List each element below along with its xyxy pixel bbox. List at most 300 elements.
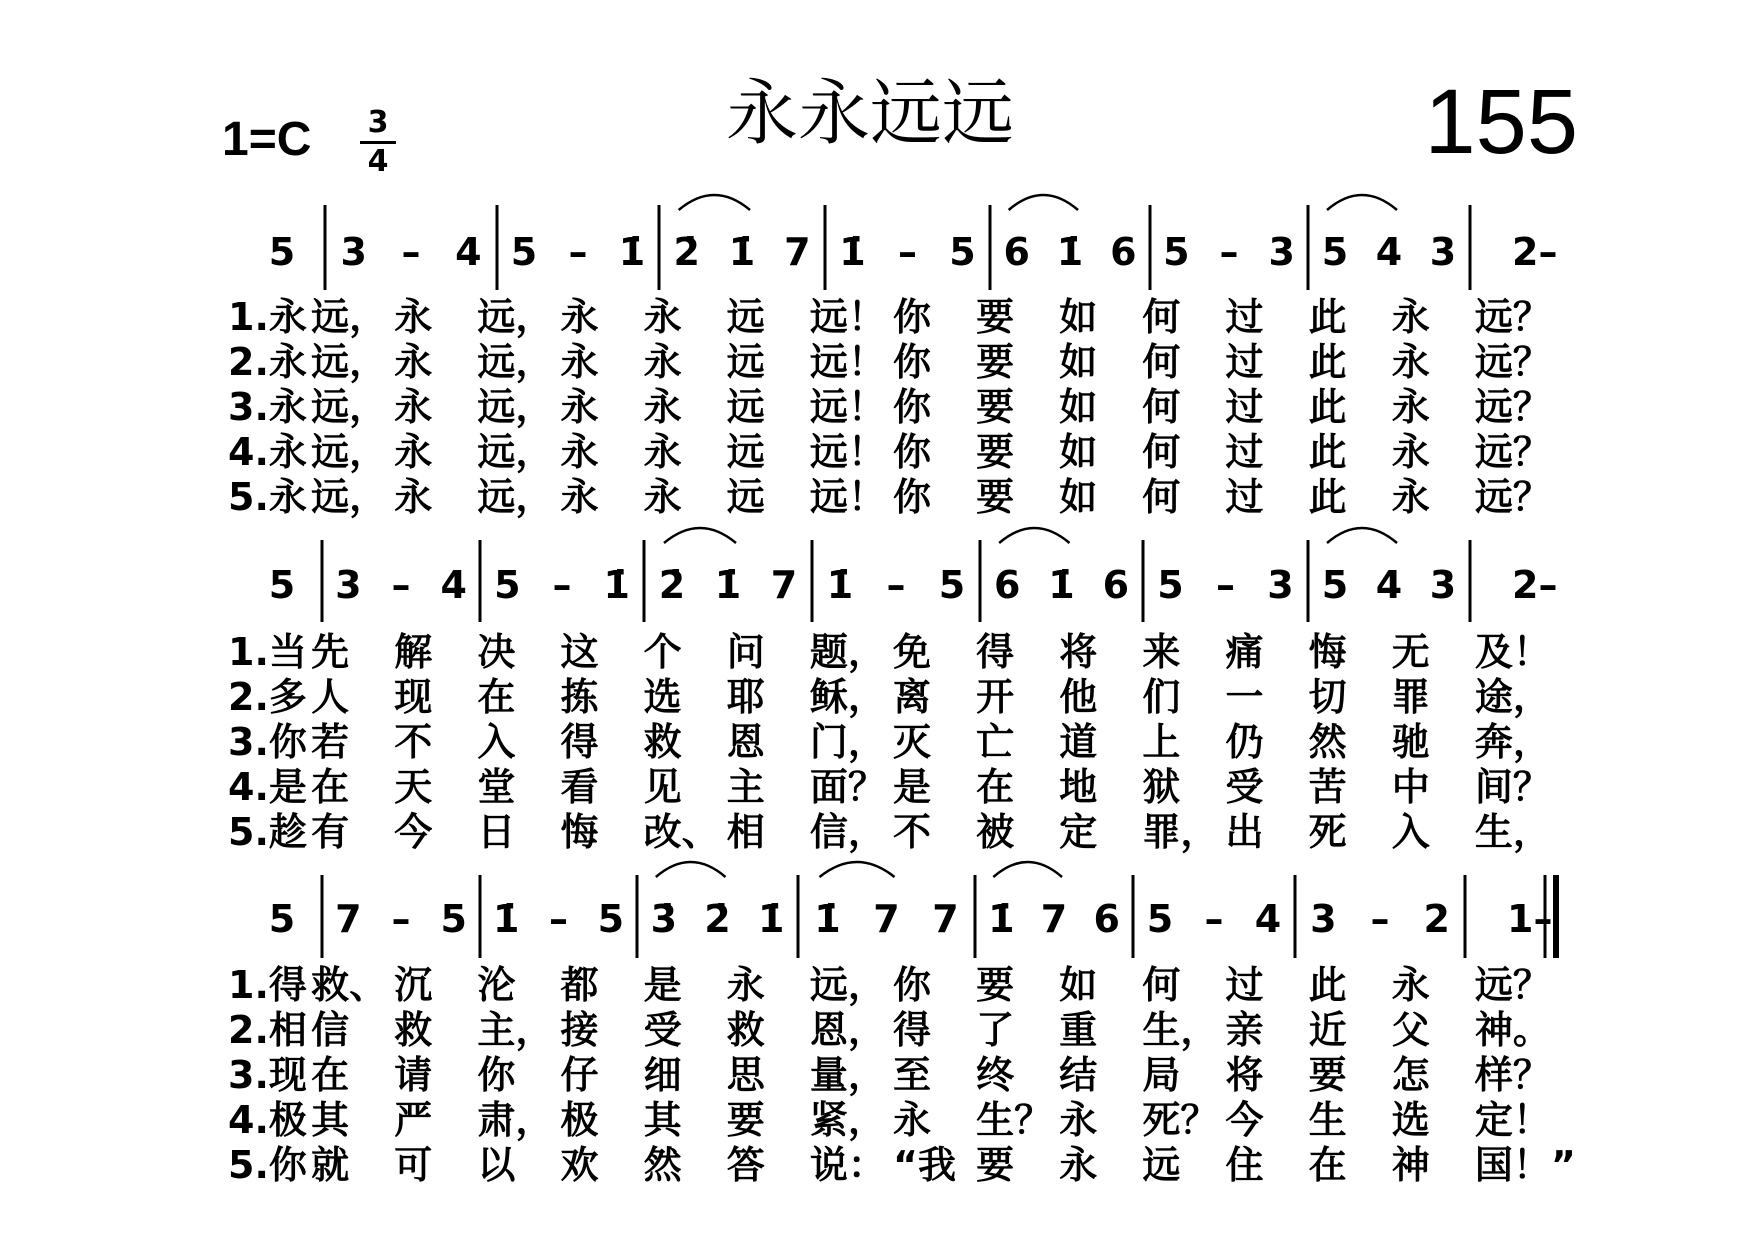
lyric-syllable: 4.永 bbox=[228, 430, 307, 474]
lyric-syllable: 你 bbox=[893, 295, 932, 339]
lyric-syllable: 远 bbox=[1142, 1143, 1181, 1187]
lyric-syllable: 远？ bbox=[1474, 385, 1551, 429]
lyric-syllable: 亡 bbox=[976, 720, 1015, 764]
lyric-syllable: 们 bbox=[1142, 675, 1181, 719]
lyric-syllable: 苦 bbox=[1308, 765, 1347, 809]
note-pickup: 5 bbox=[268, 563, 296, 607]
lyric-syllable: 过 bbox=[1225, 963, 1264, 1007]
lyric-syllable: 终 bbox=[976, 1053, 1015, 1097]
lyric-syllable: 答 bbox=[726, 1143, 765, 1187]
lyric-syllable: 此 bbox=[1308, 340, 1347, 384]
slur bbox=[820, 862, 895, 877]
lyric-syllable: 定！ bbox=[1474, 1098, 1551, 1142]
lyric-syllable: 离 bbox=[893, 675, 932, 719]
lyric-syllable: 至 bbox=[893, 1053, 932, 1097]
lyric-syllable: 永 bbox=[643, 295, 682, 339]
lyric-syllable: 不 bbox=[394, 720, 433, 764]
lyric-syllable: 间？ bbox=[1474, 765, 1551, 809]
lyric-syllable: 2.多 bbox=[228, 675, 307, 719]
lyric-syllable: 将 bbox=[1225, 1053, 1264, 1097]
lyric-syllable: 问 bbox=[726, 630, 765, 674]
lyric-syllable: 国！” bbox=[1474, 1143, 1576, 1187]
lyric-syllable: 过 bbox=[1225, 475, 1264, 519]
note: – bbox=[886, 563, 906, 607]
lyric-syllable: 日 bbox=[477, 810, 516, 854]
lyric-syllable: 远 bbox=[726, 385, 765, 429]
lyric-syllable: 受 bbox=[1225, 765, 1264, 809]
lyric-syllable: 悔 bbox=[560, 810, 599, 854]
lyric-syllable: 是 bbox=[893, 765, 932, 809]
lyric-syllable: 永 bbox=[643, 340, 682, 384]
lyric-syllable: 稣， bbox=[809, 675, 886, 719]
lyric-syllable: 了 bbox=[976, 1008, 1015, 1052]
note: 1̇ bbox=[988, 897, 1015, 941]
lyric-syllable: 永 bbox=[560, 475, 599, 519]
note: 6 bbox=[1093, 897, 1120, 941]
lyric-syllable: 以 bbox=[477, 1143, 516, 1187]
lyric-syllable: 上 bbox=[1142, 720, 1181, 764]
lyric-syllable: 在 bbox=[311, 1053, 350, 1097]
hymn-title: 永永远远 bbox=[725, 71, 1014, 155]
lyric-syllable: 永 bbox=[1059, 1143, 1098, 1187]
lyric-syllable: 在 bbox=[1308, 1143, 1347, 1187]
lyric-syllable: 这 bbox=[560, 630, 599, 674]
note: 4 bbox=[1254, 897, 1282, 941]
note: 1̇ bbox=[714, 563, 742, 607]
lyric-syllable: 然 bbox=[1308, 720, 1347, 764]
lyric-syllable: 中 bbox=[1391, 765, 1430, 809]
note: – bbox=[1204, 897, 1224, 941]
lyric-syllable: 免 bbox=[893, 630, 932, 674]
lyric-syllable: 永 bbox=[560, 385, 599, 429]
lyric-syllable: 题， bbox=[809, 630, 886, 674]
lyric-syllable: 远， bbox=[477, 340, 554, 384]
slur bbox=[656, 862, 726, 877]
lyric-syllable: 何 bbox=[1142, 340, 1181, 384]
note: – bbox=[552, 563, 572, 607]
lyric-syllable: 要 bbox=[976, 385, 1015, 429]
lyric-syllable: 入 bbox=[477, 720, 516, 764]
lyric-syllable: 都 bbox=[560, 963, 599, 1007]
lyric-syllable: 天 bbox=[394, 765, 433, 809]
lyric-syllable: 你 bbox=[893, 475, 932, 519]
lyric-syllable: 细 bbox=[643, 1053, 682, 1097]
lyric-syllable: 永 bbox=[394, 475, 433, 519]
lyric-syllable: 过 bbox=[1225, 340, 1264, 384]
hymn-number: 155 bbox=[1424, 71, 1578, 173]
note: 3 bbox=[1268, 230, 1295, 274]
lyric-syllable: 远？ bbox=[1474, 340, 1551, 384]
note: 4 bbox=[1375, 230, 1403, 274]
lyric-syllable: 何 bbox=[1142, 963, 1181, 1007]
slur bbox=[1009, 195, 1078, 210]
note: 7 bbox=[335, 897, 362, 941]
lyric-syllable: 4.极 bbox=[228, 1098, 307, 1142]
lyric-syllable: 5.趁 bbox=[228, 810, 307, 854]
lyric-syllable: “我 bbox=[893, 1143, 956, 1187]
lyric-syllable: 局 bbox=[1142, 1053, 1181, 1097]
note: – bbox=[391, 563, 411, 607]
note: – bbox=[898, 230, 917, 274]
slur bbox=[993, 862, 1062, 877]
note: 3 bbox=[1429, 563, 1457, 607]
lyric-syllable: 远， bbox=[477, 430, 554, 474]
note: 3 bbox=[335, 563, 362, 607]
lyric-syllable: 狱 bbox=[1142, 765, 1181, 809]
lyric-syllable: 决 bbox=[477, 630, 516, 674]
lyric-syllable: 远？ bbox=[1474, 430, 1551, 474]
lyric-syllable: 远 bbox=[726, 340, 765, 384]
lyric-syllable: 永 bbox=[394, 430, 433, 474]
lyric-syllable: 2.相 bbox=[228, 1008, 307, 1052]
lyric-syllable: 沉 bbox=[394, 963, 433, 1007]
lyric-syllable: 门， bbox=[809, 720, 886, 764]
lyric-syllable: 个 bbox=[643, 630, 682, 674]
slur bbox=[1327, 528, 1397, 543]
note: – bbox=[1216, 563, 1235, 607]
lyric-syllable: 远 bbox=[726, 475, 765, 519]
lyric-syllable: 其 bbox=[311, 1098, 350, 1142]
lyric-syllable: 远！ bbox=[809, 295, 886, 339]
lyric-syllable: 永 bbox=[726, 963, 765, 1007]
lyric-syllable: 紧， bbox=[809, 1098, 886, 1142]
lyric-syllable: 永 bbox=[1391, 340, 1430, 384]
lyric-syllable: 远！ bbox=[809, 385, 886, 429]
note: 7 bbox=[784, 230, 811, 274]
lyric-syllable: 何 bbox=[1142, 430, 1181, 474]
lyric-syllable: 何 bbox=[1142, 295, 1181, 339]
lyric-syllable: 此 bbox=[1308, 385, 1347, 429]
lyric-syllable: 远？ bbox=[1474, 295, 1551, 339]
lyric-syllable: 永 bbox=[560, 295, 599, 339]
lyric-syllable: 此 bbox=[1308, 295, 1347, 339]
lyric-syllable: 若 bbox=[311, 720, 350, 764]
lyric-syllable: 仍 bbox=[1225, 720, 1264, 764]
lyric-syllable: 远， bbox=[311, 430, 388, 474]
note: 1̇ bbox=[618, 230, 646, 274]
lyric-syllable: 堂 bbox=[477, 765, 516, 809]
note: 5 bbox=[1163, 230, 1190, 274]
lyric-syllable: 来 bbox=[1142, 630, 1181, 674]
lyric-syllable: 一 bbox=[1225, 675, 1264, 719]
lyric-syllable: 恩， bbox=[809, 1008, 886, 1052]
lyric-syllable: 远？ bbox=[1474, 963, 1551, 1007]
note: 2 bbox=[1423, 897, 1450, 941]
note: 5 bbox=[949, 230, 976, 274]
lyric-syllable: 永 bbox=[1391, 295, 1430, 339]
lyric-syllable: 看 bbox=[560, 765, 599, 809]
lyric-syllable: 远， bbox=[477, 385, 554, 429]
lyric-syllable: 及！ bbox=[1474, 630, 1551, 674]
note: – bbox=[1370, 897, 1390, 941]
note: 1̇ bbox=[603, 563, 630, 607]
lyric-syllable: 你 bbox=[893, 385, 932, 429]
time-signature-bottom: 4 bbox=[367, 144, 389, 179]
lyric-syllable: 选 bbox=[643, 675, 682, 719]
lyric-syllable: 要 bbox=[1308, 1053, 1347, 1097]
lyric-syllable: 被 bbox=[976, 810, 1015, 854]
lyric-syllable: 你 bbox=[893, 963, 932, 1007]
lyric-syllable: 悔 bbox=[1308, 630, 1347, 674]
lyric-syllable: 痛 bbox=[1225, 630, 1264, 674]
lyric-syllable: 要 bbox=[976, 1143, 1015, 1187]
lyric-syllable: 仔 bbox=[560, 1053, 599, 1097]
lyric-syllable: 欢 bbox=[560, 1143, 599, 1187]
lyric-syllable: 永 bbox=[1391, 475, 1430, 519]
lyric-syllable: 生 bbox=[1308, 1098, 1347, 1142]
lyric-syllable: 4.是 bbox=[228, 765, 307, 809]
lyric-syllable: 如 bbox=[1059, 295, 1098, 339]
lyric-syllable: 开 bbox=[976, 675, 1015, 719]
note: 3 bbox=[1310, 897, 1337, 941]
note: 6 bbox=[1003, 230, 1030, 274]
lyric-syllable: 远 bbox=[726, 295, 765, 339]
slur bbox=[999, 528, 1069, 543]
note: 1̇ bbox=[826, 563, 854, 607]
lyric-syllable: 永 bbox=[560, 340, 599, 384]
lyric-syllable: 解 bbox=[394, 630, 433, 674]
lyric-syllable: 生， bbox=[1142, 1008, 1219, 1052]
lyric-syllable: 2.永 bbox=[228, 340, 307, 384]
note: 5 bbox=[510, 230, 538, 274]
note: 1̇ bbox=[757, 897, 785, 941]
note: 1̇ bbox=[1048, 563, 1075, 607]
lyric-syllable: 3.你 bbox=[228, 720, 307, 764]
note: 5 bbox=[440, 897, 467, 941]
lyric-syllable: 见 bbox=[643, 765, 682, 809]
lyric-syllable: 得 bbox=[560, 720, 599, 764]
lyric-syllable: 父 bbox=[1391, 1008, 1430, 1052]
note: 7 bbox=[770, 563, 798, 607]
note: 6 bbox=[1102, 563, 1130, 607]
lyric-syllable: 远， bbox=[477, 475, 554, 519]
note-pickup: 5 bbox=[268, 897, 296, 941]
lyric-syllable: 如 bbox=[1059, 430, 1098, 474]
lyric-syllable: 如 bbox=[1059, 340, 1098, 384]
lyric-syllable: 结 bbox=[1059, 1053, 1098, 1097]
lyric-syllable: 永 bbox=[1391, 430, 1430, 474]
note: – bbox=[401, 230, 421, 274]
lyric-syllable: 今 bbox=[394, 810, 433, 854]
time-signature-top: 3 bbox=[367, 105, 389, 140]
lyric-syllable: 救 bbox=[726, 1008, 765, 1052]
note: 2̇ bbox=[658, 563, 686, 607]
lyric-syllable: 道 bbox=[1059, 720, 1098, 764]
note: – bbox=[568, 230, 588, 274]
lyric-syllable: 切 bbox=[1308, 675, 1347, 719]
lyric-syllable: 何 bbox=[1142, 475, 1181, 519]
lyric-syllable: 不 bbox=[893, 810, 932, 854]
lyric-syllable: 要 bbox=[726, 1098, 765, 1142]
lyric-syllable: 请 bbox=[394, 1053, 433, 1097]
lyric-syllable: 在 bbox=[976, 765, 1015, 809]
lyric-syllable: 地 bbox=[1059, 765, 1098, 809]
lyric-syllable: 远， bbox=[311, 475, 388, 519]
lyric-syllable: 现 bbox=[394, 675, 433, 719]
lyric-syllable: 如 bbox=[1059, 963, 1098, 1007]
lyric-syllable: 神。 bbox=[1474, 1008, 1551, 1052]
note: 1̇ bbox=[814, 897, 841, 941]
lyric-syllable: 你 bbox=[477, 1053, 516, 1097]
lyric-syllable: 在 bbox=[477, 675, 516, 719]
note: 4 bbox=[440, 563, 467, 607]
lyric-syllable: 1.得 bbox=[228, 963, 307, 1007]
lyric-syllable: 要 bbox=[976, 430, 1015, 474]
lyric-syllable: 拣 bbox=[560, 675, 599, 719]
lyric-syllable: 接 bbox=[560, 1008, 599, 1052]
note: 1̇ bbox=[492, 897, 520, 941]
lyric-syllable: 奔， bbox=[1474, 720, 1551, 764]
note: 2– bbox=[1512, 230, 1558, 274]
note-pickup: 5 bbox=[268, 230, 296, 274]
lyric-syllable: 永 bbox=[643, 475, 682, 519]
lyric-syllable: 耶 bbox=[726, 675, 765, 719]
slur bbox=[664, 528, 736, 543]
lyric-syllable: 远 bbox=[726, 430, 765, 474]
lyric-syllable: 思 bbox=[726, 1053, 765, 1097]
lyric-syllable: 先 bbox=[311, 630, 350, 674]
lyric-syllable: 是 bbox=[643, 963, 682, 1007]
note: 1– bbox=[1507, 897, 1553, 941]
lyric-syllable: 远， bbox=[311, 295, 388, 339]
lyric-syllable: 罪 bbox=[1391, 675, 1430, 719]
lyric-syllable: 要 bbox=[976, 340, 1015, 384]
note: 1̇ bbox=[728, 230, 756, 274]
lyric-syllable: 远， bbox=[809, 963, 886, 1007]
lyric-syllable: 要 bbox=[976, 963, 1015, 1007]
lyric-syllable: 人 bbox=[311, 675, 350, 719]
lyric-syllable: 远？ bbox=[1474, 475, 1551, 519]
lyric-syllable: 要 bbox=[976, 295, 1015, 339]
lyric-syllable: 何 bbox=[1142, 385, 1181, 429]
lyric-syllable: 极 bbox=[560, 1098, 599, 1142]
lyric-syllable: 永 bbox=[560, 430, 599, 474]
lyric-syllable: 信， bbox=[809, 810, 886, 854]
lyric-syllable: 远！ bbox=[809, 430, 886, 474]
lyric-syllable: 远， bbox=[311, 340, 388, 384]
note: 2̇ bbox=[673, 230, 700, 274]
lyric-syllable: 然 bbox=[643, 1143, 682, 1187]
note: – bbox=[549, 897, 568, 941]
lyric-syllable: 神 bbox=[1391, 1143, 1430, 1187]
lyric-syllable: 此 bbox=[1308, 430, 1347, 474]
lyric-syllable: 就 bbox=[311, 1143, 350, 1187]
lyric-syllable: 永 bbox=[893, 1098, 932, 1142]
lyric-syllable: 样？ bbox=[1474, 1053, 1551, 1097]
lyric-syllable: 在 bbox=[311, 765, 350, 809]
lyric-syllable: 选 bbox=[1391, 1098, 1430, 1142]
lyric-syllable: 主， bbox=[477, 1008, 554, 1052]
lyric-syllable: 远， bbox=[311, 385, 388, 429]
lyric-syllable: 此 bbox=[1308, 475, 1347, 519]
lyric-syllable: 永 bbox=[1391, 963, 1430, 1007]
lyric-syllable: 相 bbox=[726, 810, 765, 854]
lyric-syllable: 亲 bbox=[1225, 1008, 1264, 1052]
lyric-syllable: 恩 bbox=[726, 720, 765, 764]
lyric-syllable: 永 bbox=[1059, 1098, 1098, 1142]
lyric-syllable: 救 bbox=[394, 1008, 433, 1052]
note: 5 bbox=[1321, 230, 1349, 274]
lyric-syllable: 要 bbox=[976, 475, 1015, 519]
lyric-syllable: 今 bbox=[1225, 1098, 1264, 1142]
note: 3 bbox=[1267, 563, 1294, 607]
lyric-syllable: 将 bbox=[1059, 630, 1098, 674]
key-signature: 1=C bbox=[222, 113, 312, 166]
note: 2– bbox=[1512, 563, 1558, 607]
lyric-syllable: 可 bbox=[394, 1143, 433, 1187]
note: 5 bbox=[938, 563, 966, 607]
lyric-syllable: 肃， bbox=[477, 1098, 554, 1142]
lyric-syllable: 生？ bbox=[976, 1098, 1053, 1142]
lyric-syllable: 量， bbox=[809, 1053, 886, 1097]
lyric-syllable: 救、 bbox=[311, 963, 388, 1007]
lyric-syllable: 过 bbox=[1225, 385, 1264, 429]
lyric-syllable: 说： bbox=[809, 1143, 886, 1187]
lyric-syllable: 1.当 bbox=[228, 630, 307, 674]
note: 7 bbox=[873, 897, 900, 941]
lyric-syllable: 永 bbox=[643, 385, 682, 429]
note: 5 bbox=[1146, 897, 1174, 941]
lyric-syllable: 远， bbox=[477, 295, 554, 339]
lyric-syllable: 主 bbox=[726, 765, 765, 809]
note: 6 bbox=[1110, 230, 1137, 274]
lyric-syllable: 重 bbox=[1059, 1008, 1098, 1052]
note: 3̇ bbox=[650, 897, 678, 941]
lyric-syllable: 过 bbox=[1225, 430, 1264, 474]
slur bbox=[1327, 195, 1397, 210]
lyric-syllable: 其 bbox=[643, 1098, 682, 1142]
lyric-syllable: 5.永 bbox=[228, 475, 307, 519]
note: 5 bbox=[1157, 563, 1184, 607]
lyric-syllable: 住 bbox=[1225, 1143, 1264, 1187]
lyric-syllable: 灭 bbox=[893, 720, 932, 764]
lyric-syllable: 得 bbox=[976, 630, 1015, 674]
lyric-syllable: 1.永 bbox=[228, 295, 307, 339]
lyric-syllable: 途， bbox=[1474, 675, 1551, 719]
lyric-syllable: 此 bbox=[1308, 963, 1347, 1007]
note: 5 bbox=[597, 897, 625, 941]
lyric-syllable: 过 bbox=[1225, 295, 1264, 339]
lyric-syllable: 永 bbox=[394, 385, 433, 429]
lyric-syllable: 如 bbox=[1059, 475, 1098, 519]
note: 5 bbox=[494, 563, 521, 607]
lyric-syllable: 有 bbox=[311, 810, 350, 854]
lyric-syllable: 远！ bbox=[809, 475, 886, 519]
lyric-syllable: 无 bbox=[1391, 630, 1430, 674]
lyric-syllable: 出 bbox=[1225, 810, 1264, 854]
note: 5 bbox=[1321, 563, 1349, 607]
lyric-syllable: 信 bbox=[311, 1008, 350, 1052]
lyric-syllable: 永 bbox=[394, 340, 433, 384]
lyric-syllable: 罪， bbox=[1142, 810, 1219, 854]
note: 3 bbox=[1429, 230, 1457, 274]
lyric-syllable: 3.永 bbox=[228, 385, 307, 429]
lyric-syllable: 严 bbox=[394, 1098, 433, 1142]
lyric-syllable: 受 bbox=[643, 1008, 682, 1052]
lyric-syllable: 救 bbox=[643, 720, 682, 764]
lyric-syllable: 沦 bbox=[477, 963, 516, 1007]
lyric-syllable: 怎 bbox=[1391, 1053, 1430, 1097]
lyric-syllable: 改、 bbox=[643, 810, 720, 854]
lyric-syllable: 永 bbox=[643, 430, 682, 474]
lyric-syllable: 你 bbox=[893, 340, 932, 384]
slur bbox=[679, 195, 750, 210]
lyric-syllable: 驰 bbox=[1391, 720, 1430, 764]
lyric-syllable: 死 bbox=[1308, 810, 1347, 854]
note: 6 bbox=[993, 563, 1021, 607]
lyric-syllable: 入 bbox=[1391, 810, 1430, 854]
note: – bbox=[1219, 230, 1239, 274]
